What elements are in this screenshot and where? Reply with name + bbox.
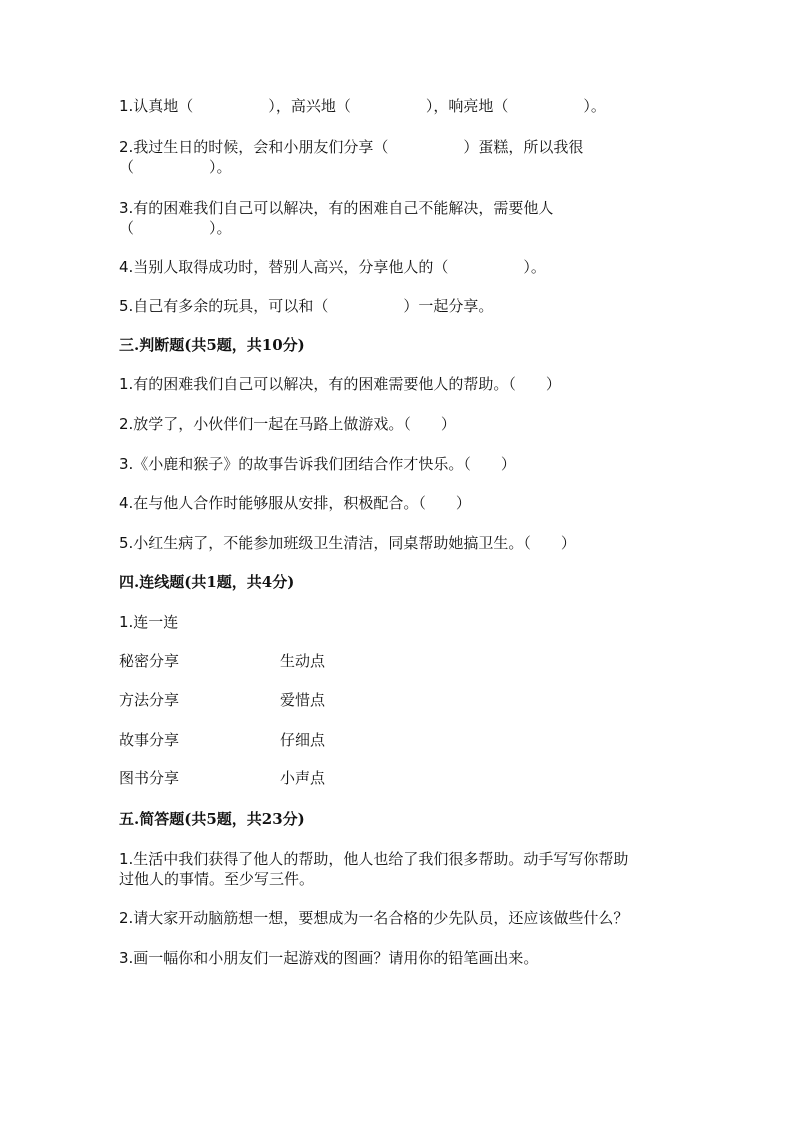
fill-blank-q2-line1: 2.我过生日的时候，会和小朋友们分享（ ）蛋糕，所以我很 (119, 138, 584, 156)
short-answer-q2: 2.请大家开动脑筋想一想，要想成为一名合格的少先队员，还应该做些什么？ (119, 909, 629, 927)
true-false-q1: 1.有的困难我们自己可以解决，有的困难需要他人的帮助。（ ） (119, 375, 561, 393)
fill-blank-q3-line2: （ ）。 (119, 219, 232, 237)
short-answer-q1-line2: 过他人的事情。至少写三件。 (119, 870, 315, 888)
matching-right-item: 爱惜点 (280, 691, 326, 709)
matching-right-item: 生动点 (280, 652, 326, 670)
short-answer-q1-line1: 1.生活中我们获得了他人的帮助，他人也给了我们很多帮助。动手写写你帮助 (119, 850, 629, 868)
true-false-q3: 3.《小鹿和猴子》的故事告诉我们团结合作才快乐。（ ） (119, 455, 516, 473)
fill-blank-q2-line2: （ ）。 (119, 158, 232, 176)
matching-left-item: 秘密分享 (119, 652, 180, 670)
true-false-q2: 2.放学了，小伙伴们一起在马路上做游戏。（ ） (119, 415, 456, 433)
matching-heading: 四.连线题(共1题，共4分) (119, 573, 295, 591)
short-answer-q3: 3.画一幅你和小朋友们一起游戏的图画？请用你的铅笔画出来。 (119, 949, 539, 967)
short-answer-heading: 五.简答题(共5题，共23分) (119, 810, 305, 828)
matching-right-item: 仔细点 (280, 731, 326, 749)
matching-q1: 1.连一连 (119, 613, 179, 631)
true-false-q4: 4.在与他人合作时能够服从安排，积极配合。（ ） (119, 494, 471, 512)
fill-blank-q3-line1: 3.有的困难我们自己可以解决，有的困难自己不能解决，需要他人 (119, 199, 554, 217)
matching-left-item: 方法分享 (119, 691, 180, 709)
fill-blank-q5: 5.自己有多余的玩具，可以和（ ）一起分享。 (119, 297, 494, 315)
true-false-heading: 三.判断题(共5题，共10分) (119, 336, 305, 354)
fill-blank-q4: 4.当别人取得成功时，替别人高兴，分享他人的（ ）。 (119, 258, 546, 276)
matching-left-item: 故事分享 (119, 731, 180, 749)
true-false-q5: 5.小红生病了，不能参加班级卫生清洁，同桌帮助她搞卫生。（ ） (119, 534, 576, 552)
matching-left-item: 图书分享 (119, 769, 180, 787)
matching-right-item: 小声点 (280, 769, 326, 787)
fill-blank-q1: 1.认真地（ ），高兴地（ ），响亮地（ ）。 (119, 97, 606, 115)
